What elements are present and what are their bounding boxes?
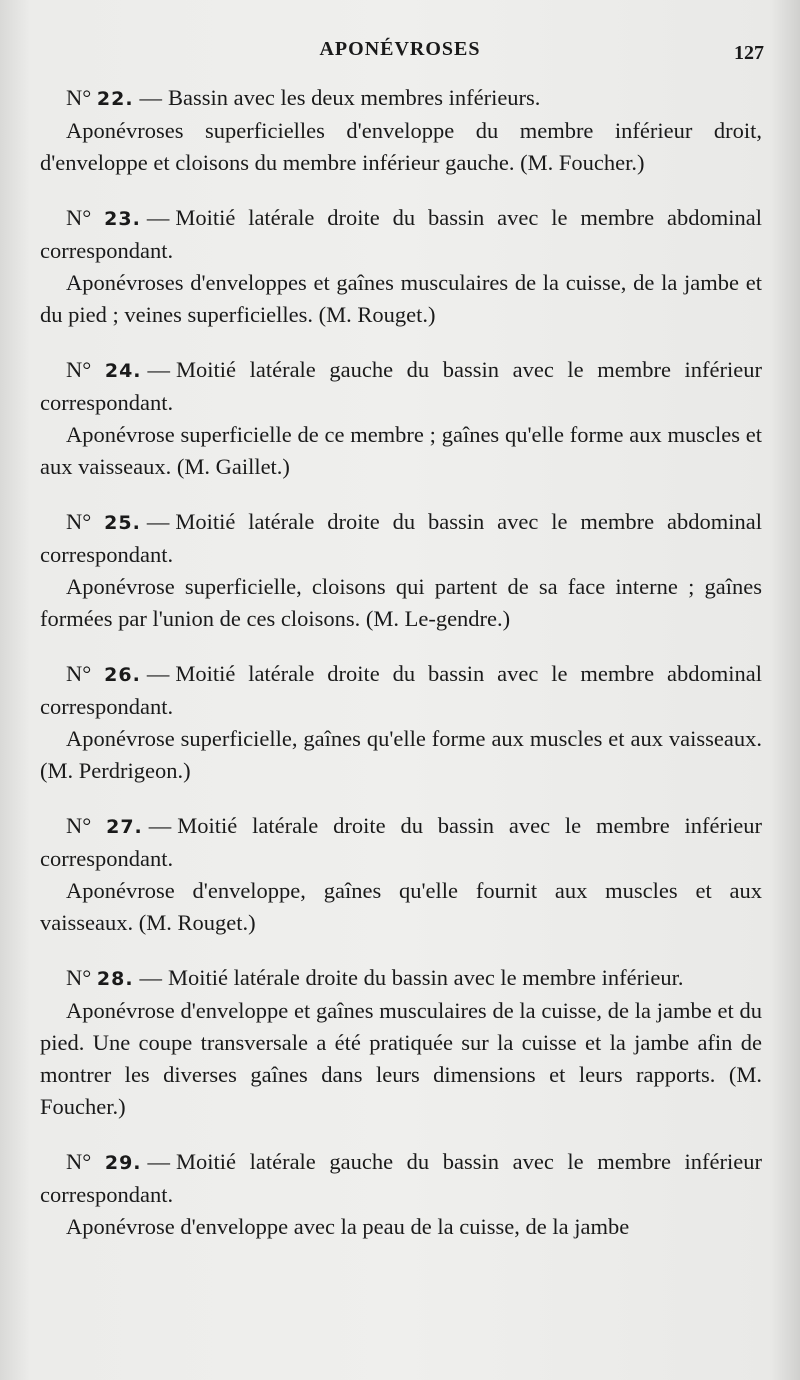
entry-description: Aponévrose d'enveloppe, gaînes qu'elle fournit aux muscles et aux vaisseaux. (M. Rouget.) (40, 878, 762, 935)
entry-dash: — (139, 965, 163, 990)
entry-dash: — (146, 509, 170, 534)
page-number: 127 (734, 42, 764, 64)
entry-description: Aponévrose d'enveloppe et gaînes musculaires de la cuisse, de la jambe et du pied. Une coupe transversale a été pratiquée sur la cuisse et la jambe afin de montrer les diverses gaînes dans leurs dimensions et leurs rapports. (M. Foucher.) (40, 998, 762, 1119)
entry-heading (40, 810, 762, 875)
entry-description: Aponévrose d'enveloppe avec la peau de la cuisse, de la jambe (66, 1214, 630, 1239)
entry-prefix: N° (66, 509, 92, 534)
catalogue-entry (40, 810, 762, 939)
entry-description: Aponévrose superficielle, cloisons qui partent de sa face interne ; gaînes formées par l'union de ces cloisons. (M. Le-gendre.) (40, 574, 762, 631)
catalogue-entry (40, 202, 762, 331)
entry-number: 26. (104, 664, 141, 686)
entry-prefix: N° (66, 85, 92, 110)
entry-prefix: N° (66, 661, 92, 686)
entry-number: 28. (96, 968, 134, 990)
entry-heading (40, 962, 762, 995)
entry-prefix: N° (66, 965, 92, 990)
entry-description: Aponévroses d'enveloppes et gaînes musculaires de la cuisse, de la jambe et du pied ; veines superficielles. (M. Rouget.) (40, 270, 762, 327)
entry-prefix: N° (66, 1149, 92, 1174)
catalogue-entry (40, 354, 762, 483)
entry-prefix: N° (66, 205, 92, 230)
entry-heading (40, 658, 762, 723)
entry-number: 27. (106, 816, 143, 838)
catalogue-entry (40, 506, 762, 635)
catalogue-entry (40, 962, 762, 1123)
entry-title: Moitié latérale droite du bassin avec le membre inférieur correspondant. (40, 813, 763, 871)
entry-number: 24. (104, 360, 142, 382)
entry-prefix: N° (66, 357, 92, 382)
entry-heading (40, 82, 762, 115)
entry-title: Bassin avec les deux membres inférieurs. (168, 85, 541, 110)
entry-description: Aponévroses superficielles d'enveloppe du membre inférieur droit, d'enveloppe et cloisons du membre inférieur gauche. (M. Foucher.) (40, 118, 762, 175)
entry-heading (40, 506, 762, 571)
entry-description: Aponévrose superficielle, gaînes qu'elle forme aux muscles et aux vaisseaux. (M. Perdrigeon.) (40, 726, 762, 783)
catalogue-entry (40, 82, 762, 179)
entry-dash: — (146, 205, 170, 230)
catalogue-entry (40, 658, 762, 787)
entry-heading (40, 202, 762, 267)
entry-heading (40, 1146, 762, 1211)
catalogue-entry (40, 1146, 762, 1243)
entry-number: 23. (104, 208, 141, 230)
entry-dash: — (148, 813, 172, 838)
entry-number: 22. (96, 88, 134, 110)
entry-title: Moitié latérale gauche du bassin avec le membre inférieur correspondant. (40, 1149, 762, 1207)
entry-title: Moitié latérale droite du bassin avec le membre abdominal correspondant. (40, 661, 762, 719)
entry-title: Moitié latérale droite du bassin avec le membre abdominal correspondant. (40, 205, 762, 263)
running-head (0, 38, 800, 68)
catalogue-entries (40, 82, 762, 1266)
entry-prefix: N° (66, 813, 92, 838)
entry-heading (40, 354, 762, 419)
entry-dash: — (147, 1149, 171, 1174)
entry-description: Aponévrose superficielle de ce membre ; gaînes qu'elle forme aux muscles et aux vaisseaux. (M. Gaillet.) (40, 422, 762, 479)
entry-title: Moitié latérale gauche du bassin avec le membre inférieur correspondant. (40, 357, 762, 415)
entry-title: Moitié latérale droite du bassin avec le membre inférieur. (168, 965, 684, 990)
running-title: APONÉVROSES (319, 38, 481, 60)
entry-title: Moitié latérale droite du bassin avec le membre abdominal correspondant. (40, 509, 762, 567)
entry-dash: — (146, 661, 170, 686)
entry-number: 25. (104, 512, 141, 534)
entry-number: 29. (104, 1152, 142, 1174)
entry-dash: — (139, 85, 163, 110)
entry-dash: — (147, 357, 171, 382)
